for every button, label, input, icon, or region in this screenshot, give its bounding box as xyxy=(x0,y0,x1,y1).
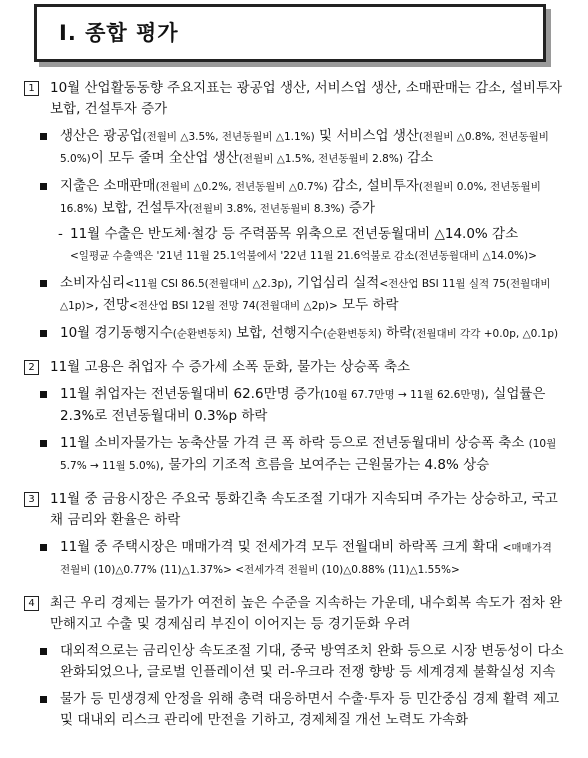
sub-item-text: 11월 수출은 반도체·철강 등 주력품목 위축으로 전년동월대비 △14.0% 감소 xyxy=(70,226,519,242)
item-note: (10월 67.7만명 → 11월 62.6만명) xyxy=(320,389,485,401)
bullet-icon xyxy=(40,330,47,337)
item-text: 11월 취업자는 전년동월대비 62.6만명 증가 xyxy=(60,386,321,402)
list-item xyxy=(24,433,564,477)
document-body xyxy=(24,72,564,731)
item-text: 감소, 설비투자 xyxy=(327,178,419,194)
bullet-icon xyxy=(40,544,47,551)
section-1 xyxy=(24,78,564,120)
sub-item-note: <일평균 수출액은 '21년 11월 25.1억불에서 '22년 11월 21.6억불로 감소(전년동월대비 △14.0%)> xyxy=(70,250,537,262)
item-text: , 전망 xyxy=(94,297,129,313)
item-text: 10월 경기동행지수 xyxy=(60,325,173,341)
item-text: 이 모두 줄며 全산업 생산 xyxy=(90,150,239,166)
list-item xyxy=(24,323,564,345)
item-text: 및 서비스업 생산 xyxy=(314,128,419,144)
section-number: 1 xyxy=(24,81,39,96)
item-note: (전월비 △0.2%, 전년동월비 △0.7%) xyxy=(155,181,328,193)
bullet-icon xyxy=(40,440,47,447)
list-item xyxy=(24,126,564,170)
item-text: 모두 하락 xyxy=(337,297,399,313)
item-text: , 물가의 기조적 흐름을 보여주는 근원물가는 4.8% 상승 xyxy=(159,457,490,473)
item-text: , 기업심리 실적 xyxy=(288,275,380,291)
item-text: 11월 중 주택시장은 매매가격 및 전세가격 모두 전월대비 하락폭 크게 확대 xyxy=(60,539,503,555)
item-text: 보합, 건설투자 xyxy=(97,200,189,216)
item-text: 물가 등 민생경제 안정을 위해 총력 대응하면서 수출·투자 등 민간중심 경제 활력 제고 및 대내외 리스크 관리에 만전을 기하고, 경제체질 개선 노력도 가속화 xyxy=(60,691,560,728)
section-number: 3 xyxy=(24,492,39,507)
sub-item xyxy=(24,224,564,267)
bullet-icon xyxy=(40,183,47,190)
dash-marker: - xyxy=(58,226,63,242)
section-heading: 10월 산업활동동향 주요지표는 광공업 생산, 서비스업 생산, 소매판매는 감소, 설비투자 보합, 건설투자 증가 xyxy=(50,80,563,117)
item-text: 소비자심리 xyxy=(60,275,126,291)
section-4 xyxy=(24,593,564,635)
item-text: 감소 xyxy=(402,150,434,166)
item-note: (10월 5.7% → 11월 5.0%) xyxy=(60,438,557,472)
bullet-icon xyxy=(40,696,47,703)
list-item xyxy=(24,537,564,581)
item-note: (순환변동치) xyxy=(172,328,232,340)
item-text: 대외적으로는 금리인상 속도조절 기대, 중국 방역조치 완화 등으로 시장 변동성이 다소 완화되었으나, 글로벌 인플레이션 및 러-우크라 전쟁 향방 등 세계경제 불확실성 지속 xyxy=(60,643,564,680)
item-note: <11월 CSI 86.5(전월대비 △2.3p) xyxy=(125,278,289,290)
bullet-icon xyxy=(40,648,47,655)
item-text: 보합, 선행지수 xyxy=(231,325,323,341)
bullet-icon xyxy=(40,280,47,287)
page-title: Ⅰ. 종합 평가 xyxy=(59,21,179,45)
item-note: (순환변동치) xyxy=(322,328,382,340)
item-text: 지출은 소매판매 xyxy=(60,178,156,194)
section-heading: 11월 고용은 취업자 수 증가세 소폭 둔화, 물가는 상승폭 축소 xyxy=(50,359,411,375)
section-2 xyxy=(24,357,564,378)
item-text: 하락 xyxy=(381,325,413,341)
section-heading: 11월 중 금융시장은 주요국 통화긴축 속도조절 기대가 지속되며 주가는 상승하고, 국고채 금리와 환율은 하락 xyxy=(50,491,558,528)
title-box xyxy=(34,4,546,62)
item-text: 생산은 광공업 xyxy=(60,128,143,144)
item-note: (전월비 △0.8%, 전년동월비 5.0%) xyxy=(60,131,549,165)
section-3 xyxy=(24,489,564,531)
item-note: (전월비 △3.5%, 전년동월비 △1.1%) xyxy=(142,131,315,143)
item-text: 11월 소비자물가는 농축산물 가격 큰 폭 하락 등으로 전년동월대비 상승폭 축소 xyxy=(60,435,529,451)
section-number: 2 xyxy=(24,360,39,375)
bullet-icon xyxy=(40,391,47,398)
item-note: <전산업 BSI 12월 전망 74(전월대비 △2p)> xyxy=(129,300,338,312)
item-note: (전월비 0.0%, 전년동월비 16.8%) xyxy=(60,181,541,215)
section-heading: 최근 우리 경제는 물가가 여전히 높은 수준을 지속하는 가운데, 내수회복 속도가 점차 완만해지고 수출 및 경제심리 부진이 이어지는 등 경기둔화 우려 xyxy=(50,595,563,632)
item-note: (전월대비 각각 +0.0p, △0.1p) xyxy=(412,328,559,340)
item-text: , 실업률은 2.3%로 전년동월대비 0.3%p 하락 xyxy=(60,386,546,424)
item-note: (전월비 △1.5%, 전년동월비 2.8%) xyxy=(238,153,403,165)
list-item xyxy=(24,641,564,683)
section-number: 4 xyxy=(24,596,39,611)
item-note: <매매가격 전월비 (10)△0.77% (11)△1.37%> <전세가격 전월비 (10)△0.88% (11)△1.55%> xyxy=(60,542,552,576)
item-note: (전월비 3.8%, 전년동월비 8.3%) xyxy=(188,203,345,215)
list-item xyxy=(24,384,564,427)
list-item xyxy=(24,273,564,317)
list-item xyxy=(24,689,564,731)
item-note: <전산업 BSI 11월 실적 75(전월대비 △1p)> xyxy=(60,278,551,312)
item-text: 증가 xyxy=(344,200,375,216)
list-item xyxy=(24,176,564,220)
bullet-icon xyxy=(40,133,47,140)
